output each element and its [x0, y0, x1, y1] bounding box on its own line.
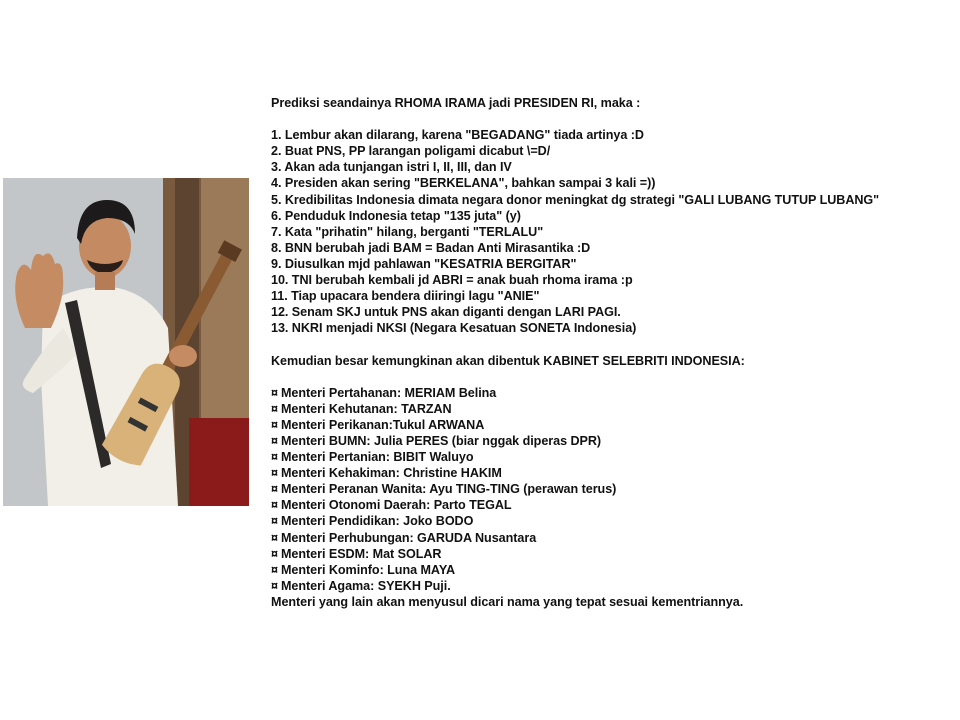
list-item: [271, 546, 956, 562]
cabinet-intro: Kemudian besar kemungkinan akan dibentuk KABINET SELEBRITI INDONESIA:: [271, 353, 745, 368]
bullet-icon: ¤: [271, 466, 278, 481]
ministers-list: [271, 385, 956, 594]
photo-man-with-guitar: [3, 178, 249, 506]
list-item: [271, 401, 956, 417]
bullet-icon: ¤: [271, 385, 278, 400]
minister-text: Menteri BUMN: Julia PERES (biar nggak diperas DPR): [280, 433, 602, 448]
bullet-icon: ¤: [271, 450, 278, 465]
bullet-icon: ¤: [271, 433, 278, 448]
bullet-icon: ¤: [271, 530, 278, 545]
list-item: [271, 433, 956, 449]
list-item: 6. Penduduk Indonesia tetap "135 juta" (y): [271, 208, 521, 223]
list-item: 8. BNN berubah jadi BAM = Badan Anti Mirasantika :D: [271, 240, 591, 255]
bullet-icon: ¤: [271, 401, 278, 416]
minister-text: Menteri Pertanian: BIBIT Waluyo: [280, 450, 474, 465]
minister-text: Menteri Pendidikan: Joko BODO: [280, 514, 474, 529]
title-line: Prediksi seandainya RHOMA IRAMA jadi PRESIDEN RI, maka :: [271, 96, 641, 110]
list-item: [271, 417, 956, 433]
list-item: 3. Akan ada tunjangan istri I, II, III, dan IV: [271, 160, 512, 175]
minister-text: Menteri Kehutanan: TARZAN: [280, 401, 452, 416]
list-item: [271, 562, 956, 578]
list-item: [271, 449, 956, 465]
list-item: [271, 513, 956, 529]
minister-text: Menteri Perikanan:Tukul ARWANA: [280, 417, 485, 432]
list-item: 13. NKRI menjadi NKSI (Negara Kesatuan SONETA Indonesia): [271, 321, 637, 336]
list-item: 1. Lembur akan dilarang, karena "BEGADANG" tiada artinya :D: [271, 128, 644, 143]
minister-text: Menteri Pertahanan: MERIAM Belina: [280, 385, 497, 400]
spacer: [271, 111, 956, 127]
minister-text: Menteri ESDM: Mat SOLAR: [280, 546, 442, 561]
bullet-icon: ¤: [271, 578, 278, 593]
prediction-text: [271, 95, 956, 610]
man-with-guitar-illustration: [3, 178, 249, 506]
list-item: 2. Buat PNS, PP larangan poligami dicabut \=D/: [271, 144, 551, 159]
bullet-icon: ¤: [271, 417, 278, 432]
bullet-icon: ¤: [271, 562, 278, 577]
list-item: 5. Kredibilitas Indonesia dimata negara donor meningkat dg strategi "GALI LUBANG TUTUP LUBANG": [271, 192, 880, 207]
list-item: [271, 465, 956, 481]
minister-text: Menteri Agama: SYEKH Puji.: [280, 578, 451, 593]
minister-text: Menteri Kehakiman: Christine HAKIM: [280, 466, 502, 481]
minister-text: Menteri Otonomi Daerah: Parto TEGAL: [280, 498, 512, 513]
list-item: 9. Diusulkan mjd pahlawan "KESATRIA BERGITAR": [271, 256, 577, 271]
minister-text: Menteri Kominfo: Luna MAYA: [280, 562, 456, 577]
minister-text: Menteri Perhubungan: GARUDA Nusantara: [280, 530, 537, 545]
list-item: [271, 530, 956, 546]
bullet-icon: ¤: [271, 498, 278, 513]
list-item: 4. Presiden akan sering "BERKELANA", bahkan sampai 3 kali =)): [271, 176, 656, 191]
closing-line: Menteri yang lain akan menyusul dicari nama yang tepat sesuai kementriannya.: [271, 594, 744, 609]
list-item: 11. Tiap upacara bendera diiringi lagu "ANIE": [271, 289, 540, 304]
bullet-icon: ¤: [271, 514, 278, 529]
bullet-icon: ¤: [271, 482, 278, 497]
spacer: [271, 369, 956, 385]
list-item: 10. TNI berubah kembali jd ABRI = anak buah rhoma irama :p: [271, 273, 633, 288]
list-item: 7. Kata "prihatin" hilang, berganti "TERLALU": [271, 224, 544, 239]
list-item: [271, 497, 956, 513]
bullet-icon: ¤: [271, 546, 278, 561]
minister-text: Menteri Peranan Wanita: Ayu TING-TING (perawan terus): [280, 482, 617, 497]
list-item: [271, 578, 956, 594]
list-item: [271, 481, 956, 497]
list-item: 12. Senam SKJ untuk PNS akan diganti dengan LARI PAGI.: [271, 305, 621, 320]
spacer: [271, 336, 956, 352]
predictions-list: [271, 127, 956, 336]
list-item: [271, 385, 956, 401]
